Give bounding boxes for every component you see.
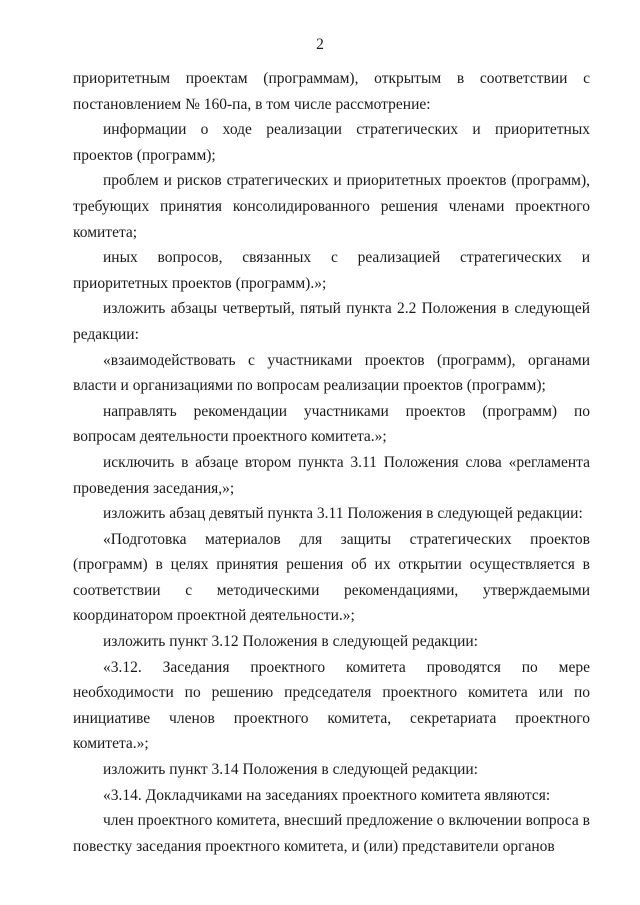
paragraph-exclude-3-11: исключить в абзаце втором пункта 3.11 Положения слова «регламента проведения заседания,»; (73, 453, 590, 497)
paragraph-other-issues: иных вопросов, связанных с реализацией стратегических и приоритетных проектов (программ).»; (73, 249, 590, 292)
paragraph-interact: «взаимодействовать с участниками проектов (программ), органами власти и организациями по вопросам реализации проектов (программ); (73, 351, 590, 395)
paragraph-recommendations: направлять рекомендации участниками проектов (программ) по вопросам деятельности проектного комитета.»; (73, 402, 590, 446)
paragraph-amend-3-12: изложить пункт 3.12 Положения в следующей редакции: (103, 633, 478, 651)
page-number: 2 (316, 36, 324, 53)
paragraph-amend-3-14: изложить пункт 3.14 Положения в следующей редакции: (103, 761, 478, 779)
paragraph-amend-3-11: изложить абзац девятый пункта 3.11 Положения в следующей редакции: (103, 505, 583, 523)
paragraph-progress-info: информации о ходе реализации стратегических и приоритетных проектов (программ); (73, 121, 590, 164)
paragraph-amend-2-2: изложить абзацы четвертый, пятый пункта 2.2 Положения в следующей редакции: (73, 300, 590, 343)
paragraph-problems-risks: проблем и рисков стратегических и приоритетных проектов (программ), требующих принятия консолидированного решения членами проектного комитета; (73, 172, 590, 241)
paragraph-materials: «Подготовка материалов для защиты стратегических проектов (программ) в целях принятия решения об их открытии осуществляется в соответствии с методическими рекомендациями, утверждаемыми координатором проектной деятельности.»; (73, 530, 590, 625)
paragraph-committee-member: член проектного комитета, внесший предложение о включении вопроса в повестку заседания проектного комитета, и (или) представители органов (73, 812, 590, 855)
paragraph-continuation: приоритетным проектам (программам), открытым в соответствии с постановлением № 160-па, в том числе рассмотрение: (73, 70, 590, 113)
paragraph-speakers: «3.14. Докладчиками на заседаниях проектного комитета являются: (103, 786, 551, 804)
paragraph-meetings: «3.12. Заседания проектного комитета проводятся по мере необходимости по решению председателя проектного комитета или по инициативе членов проектного комитета, секретариата проектного комитета.»; (73, 658, 590, 753)
document-body (73, 66, 590, 859)
